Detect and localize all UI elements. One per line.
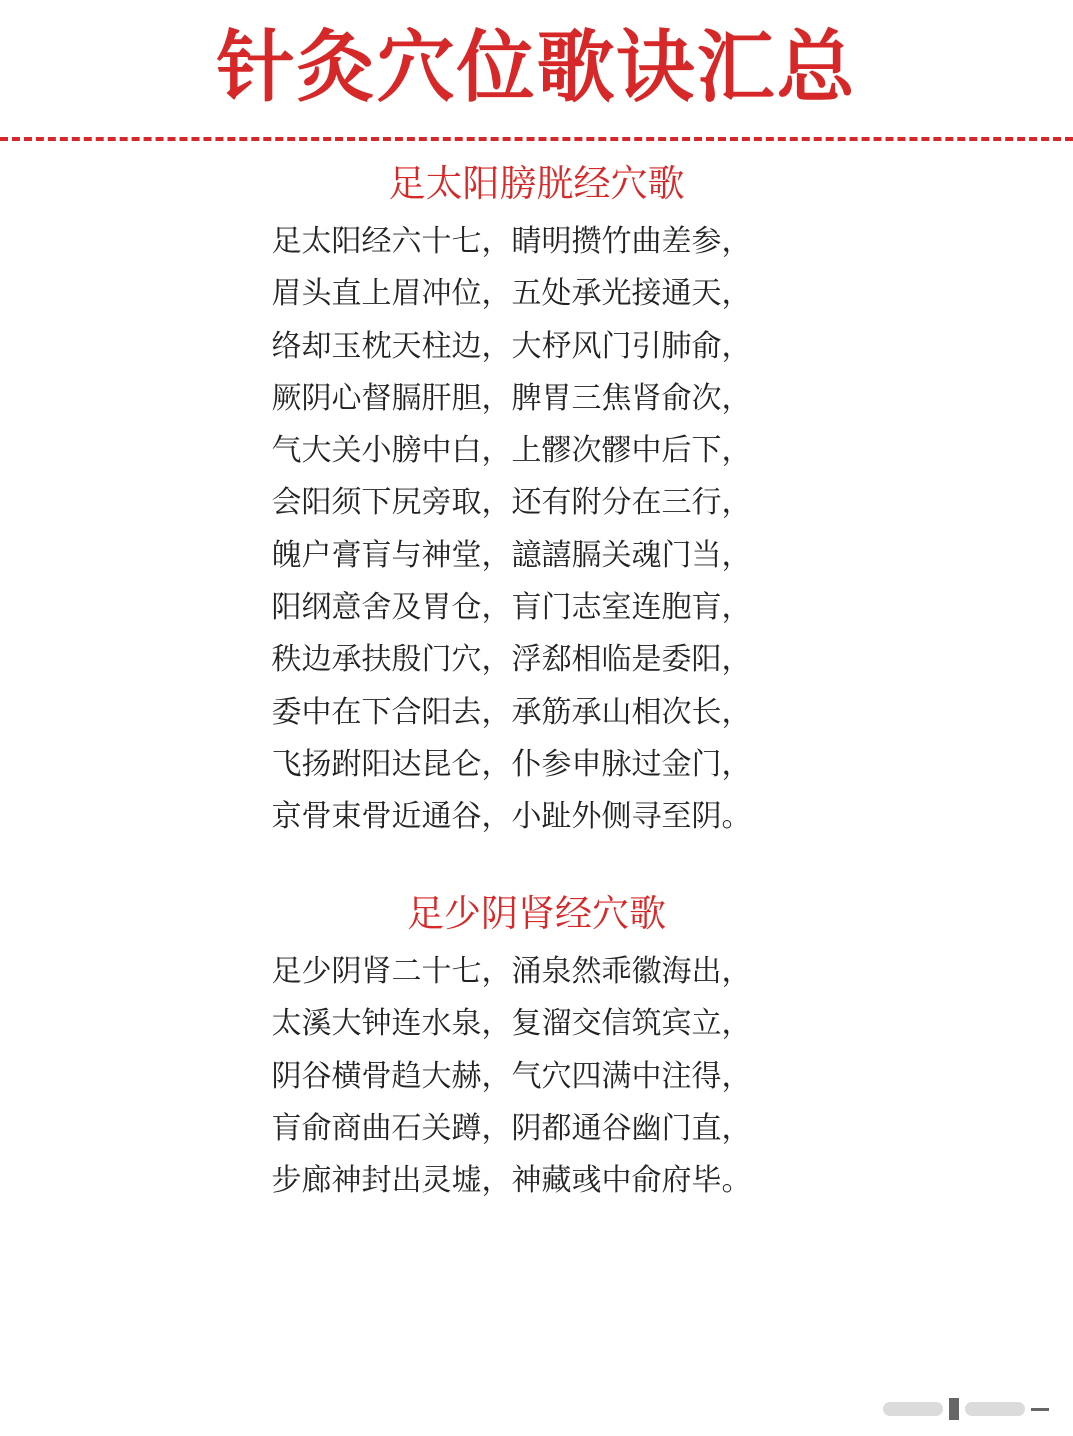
watermark-logo (883, 1398, 1049, 1420)
dashed-divider (0, 137, 1073, 141)
verse-line: 阳纲意舍及胃仓，肓门志室连胞肓， (271, 590, 752, 626)
watermark-lines-icon (1031, 1408, 1049, 1411)
verse-line: 会阳须下尻旁取，还有附分在三行， (271, 485, 752, 521)
verse-line: 委中在下合阳去，承筋承山相次长， (271, 694, 752, 730)
verse-line: 京骨束骨近通谷，小趾外侧寻至阴。 (271, 799, 752, 835)
verse-line: 肓俞商曲石关蹲，阴都通谷幽门直， (271, 1110, 752, 1146)
verse-line: 络却玉枕天柱边，大杼风门引肺俞， (271, 328, 752, 364)
verse-line: 步廊神封出灵墟，神藏彧中俞府毕。 (271, 1163, 752, 1199)
section-heading: 足少阴肾经穴歌 (407, 892, 666, 935)
verse-line: 足少阴肾二十七，涌泉然乖徽海出， (271, 954, 752, 989)
verse-line: 阴谷横骨趋大赫，气穴四满中注得， (271, 1058, 752, 1094)
verse-line: 足太阳经六十七，睛明攒竹曲差参， (271, 224, 752, 259)
verse-list (272, 946, 802, 1207)
verse-line: 气大关小膀中白，上髎次髎中后下， (271, 433, 752, 469)
page-title: 针灸穴位歌诀汇总 (216, 23, 857, 113)
section-kidney-meridian (0, 888, 1073, 1207)
watermark-block-icon (949, 1398, 959, 1420)
verse-line: 厥阴心督膈肝胆，脾胃三焦肾俞次， (271, 380, 752, 416)
watermark-bar-icon (883, 1402, 943, 1416)
section-heading: 足太阳膀胱经穴歌 (388, 162, 685, 205)
verse-line: 魄户膏肓与神堂，譩譆膈关魂门当， (271, 537, 752, 573)
verse-line: 眉头直上眉冲位，五处承光接通天， (271, 276, 752, 312)
verse-line: 太溪大钟连水泉，复溜交信筑宾立， (271, 1006, 752, 1042)
verse-list (272, 216, 802, 844)
verse-line: 秩边承扶殷门穴，浮郄相临是委阳， (271, 642, 752, 678)
section-bladder-meridian (0, 158, 1073, 844)
watermark-bar-icon (965, 1402, 1025, 1416)
verse-line: 飞扬跗阳达昆仑，仆参申脉过金门， (271, 746, 752, 782)
